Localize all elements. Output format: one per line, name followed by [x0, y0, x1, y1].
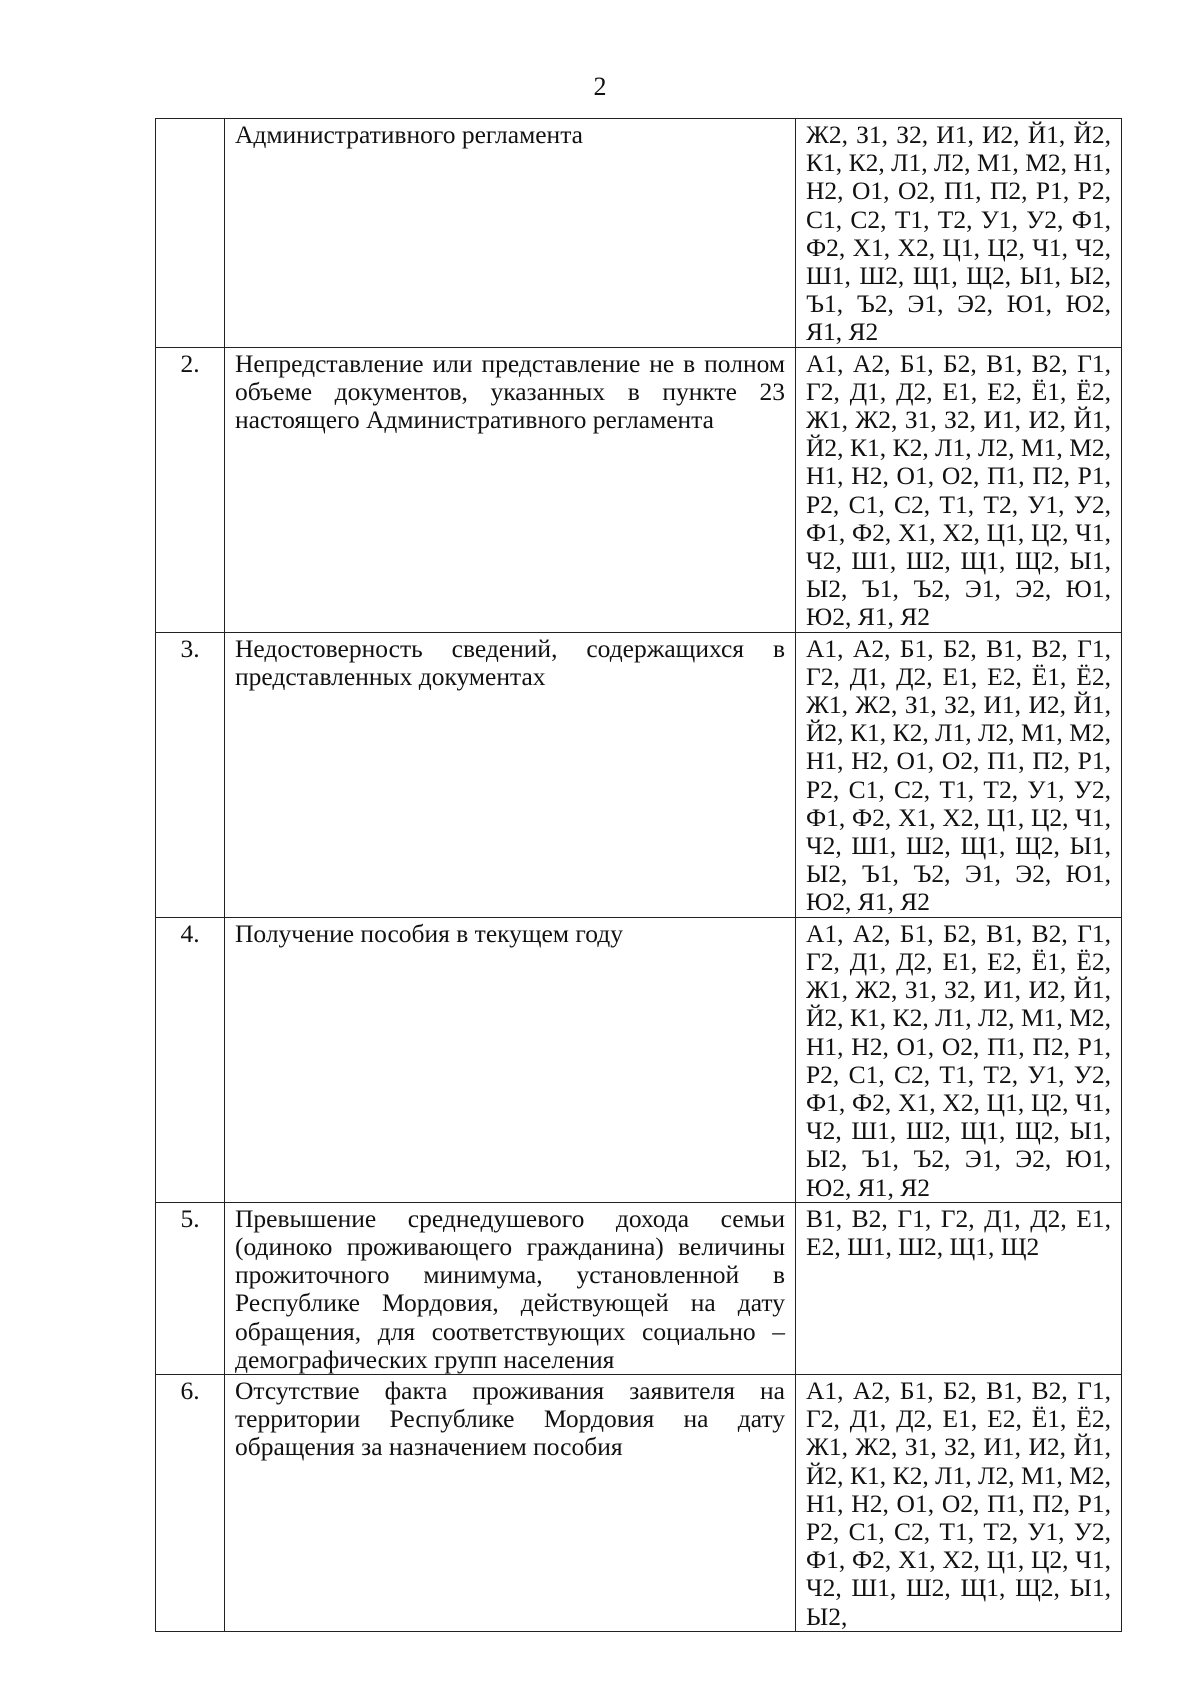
row-number: 4.	[156, 917, 225, 1202]
row-codes: А1, А2, Б1, Б2, В1, В2, Г1, Г2, Д1, Д2, Е1, Е2, Ё1, Ё2, Ж1, Ж2, З1, З2, И1, И2, Й1, Й2, К1, К2, Л1, Л2, М1, М2, Н1, Н2, О1, О2, П1, П2, Р1, Р2, С1, С2, Т1, Т2, У1, У2, Ф1, Ф2, Х1, Х2, Ц1, Ц2, Ч1, Ч2, Ш1, Ш2, Щ1, Щ2, Ы1, Ы2, Ъ1, Ъ2, Э1, Э2, Ю1, Ю2, Я1, Я2	[796, 347, 1122, 632]
row-reason: Непредставление или представление не в полном объеме документов, указанных в пункте 23 настоящего Административного регламента	[225, 347, 796, 632]
grounds-table	[155, 118, 1122, 1632]
row-number: 2.	[156, 347, 225, 632]
row-codes: А1, А2, Б1, Б2, В1, В2, Г1, Г2, Д1, Д2, Е1, Е2, Ё1, Ё2, Ж1, Ж2, З1, З2, И1, И2, Й1, Й2, К1, К2, Л1, Л2, М1, М2, Н1, Н2, О1, О2, П1, П2, Р1, Р2, С1, С2, Т1, Т2, У1, У2, Ф1, Ф2, Х1, Х2, Ц1, Ц2, Ч1, Ч2, Ш1, Ш2, Щ1, Щ2, Ы1, Ы2, Ъ1, Ъ2, Э1, Э2, Ю1, Ю2, Я1, Я2	[796, 632, 1122, 917]
row-reason: Получение пособия в текущем году	[225, 917, 796, 1202]
table-row	[156, 119, 1122, 348]
table-row	[156, 1202, 1122, 1374]
row-codes: В1, В2, Г1, Г2, Д1, Д2, Е1, Е2, Ш1, Ш2, Щ1, Щ2	[796, 1202, 1122, 1374]
row-codes: А1, А2, Б1, Б2, В1, В2, Г1, Г2, Д1, Д2, Е1, Е2, Ё1, Ё2, Ж1, Ж2, З1, З2, И1, И2, Й1, Й2, К1, К2, Л1, Л2, М1, М2, Н1, Н2, О1, О2, П1, П2, Р1, Р2, С1, С2, Т1, Т2, У1, У2, Ф1, Ф2, Х1, Х2, Ц1, Ц2, Ч1, Ч2, Ш1, Ш2, Щ1, Щ2, Ы1, Ы2,	[796, 1374, 1122, 1631]
row-number: 3.	[156, 632, 225, 917]
row-reason: Превышение среднедушевого дохода семьи (одиноко проживающего гражданина) величины прожиточного минимума, установленной в Республике Мордовия, действующей на дату обращения, для соответствующих социально – демографических групп населения	[225, 1202, 796, 1374]
row-reason: Отсутствие факта проживания заявителя на территории Республике Мордовия на дату обращения за назначением пособия	[225, 1374, 796, 1631]
row-reason: Недостоверность сведений, содержащихся в представленных документах	[225, 632, 796, 917]
row-reason: Административного регламента	[225, 119, 796, 348]
table-row	[156, 1374, 1122, 1631]
table-row	[156, 632, 1122, 917]
page-number: 2	[593, 72, 607, 101]
table-row	[156, 347, 1122, 632]
row-number: 6.	[156, 1374, 225, 1631]
table-row	[156, 917, 1122, 1202]
row-number: 5.	[156, 1202, 225, 1374]
row-number	[156, 119, 225, 348]
row-codes: Ж2, З1, З2, И1, И2, Й1, Й2, К1, К2, Л1, Л2, М1, М2, Н1, Н2, О1, О2, П1, П2, Р1, Р2, С1, С2, Т1, Т2, У1, У2, Ф1, Ф2, Х1, Х2, Ц1, Ц2, Ч1, Ч2, Ш1, Ш2, Щ1, Щ2, Ы1, Ы2, Ъ1, Ъ2, Э1, Э2, Ю1, Ю2, Я1, Я2	[796, 119, 1122, 348]
row-codes: А1, А2, Б1, Б2, В1, В2, Г1, Г2, Д1, Д2, Е1, Е2, Ё1, Ё2, Ж1, Ж2, З1, З2, И1, И2, Й1, Й2, К1, К2, Л1, Л2, М1, М2, Н1, Н2, О1, О2, П1, П2, Р1, Р2, С1, С2, Т1, Т2, У1, У2, Ф1, Ф2, Х1, Х2, Ц1, Ц2, Ч1, Ч2, Ш1, Ш2, Щ1, Щ2, Ы1, Ы2, Ъ1, Ъ2, Э1, Э2, Ю1, Ю2, Я1, Я2	[796, 917, 1122, 1202]
